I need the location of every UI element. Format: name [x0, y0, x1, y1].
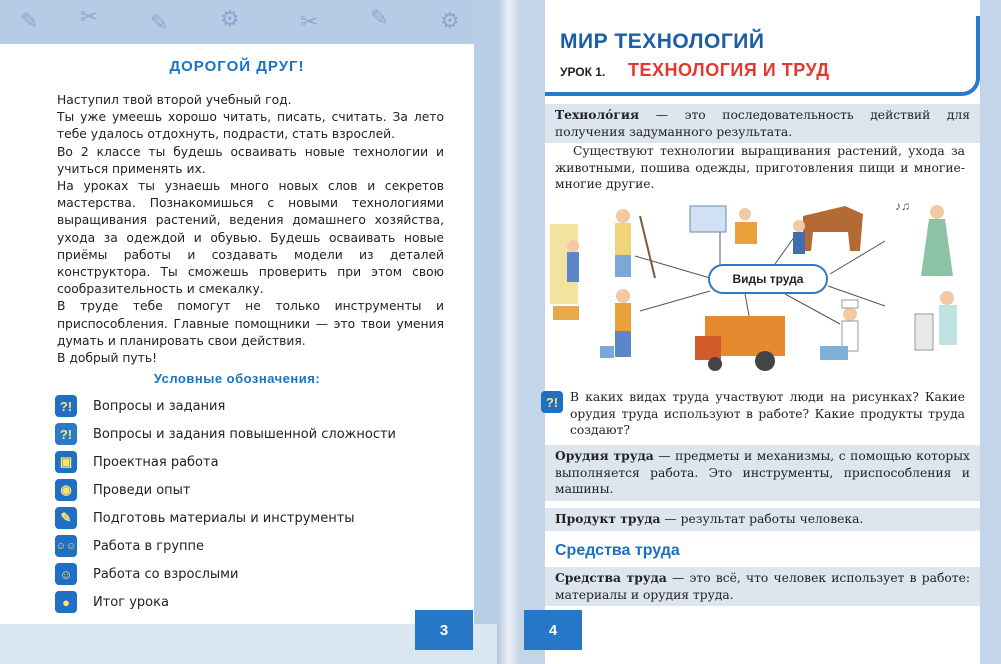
worker-gardener-figure: [600, 289, 631, 358]
legend-item: [55, 448, 455, 476]
left-page-pattern: ✎ ✂ ✎ ⚙ ✂ ✎ ⚙: [0, 0, 497, 44]
term-tools: Орудия труда: [555, 448, 654, 463]
legend-label: Работа со взрослыми: [93, 566, 239, 582]
worker-singer-figure: [895, 199, 953, 276]
legend-item: [55, 532, 455, 560]
legend-label: Подготовь материалы и инструменты: [93, 510, 355, 526]
legend-item: [55, 392, 455, 420]
right-page-outer-edge: [980, 0, 1001, 664]
right-page-inner-edge: [521, 0, 545, 664]
intro-paragraph: Наступил твой второй учебный год.: [57, 93, 292, 107]
page-number-right: 4: [524, 610, 582, 650]
term-means: Средства труда: [555, 570, 667, 585]
legend-list: [55, 392, 455, 616]
definition-text: — результат работы человека.: [660, 512, 864, 526]
adults-icon: ☺: [55, 563, 77, 585]
legend-item: [55, 588, 455, 616]
labor-types-hub: Виды труда: [708, 264, 828, 294]
intro-paragraph: Во 2 классе ты будешь осваивать новые технологии и учиться применять их.: [57, 144, 444, 176]
legend-label: Итог урока: [93, 594, 169, 610]
technologies-paragraph: Существуют технологии выращивания растений, ухода за животными, пошива одежды, приготовления пищи и многие-многие другие.: [555, 144, 965, 192]
legend-label: Вопросы и задания повышенной сложности: [93, 426, 396, 442]
greeting-title: ДОРОГОЙ ДРУГ!: [169, 58, 305, 75]
intro-paragraph: На уроках ты узнаешь много новых слов и секретов мастерства. Познакомишься с новыми технологиями выращивания растений, ведения домашнего хозяйства, ухода за одеждой и обувью. Будешь осваивать новые приёмы работы и создавать модели из деталей конструктора. Ты сможешь проверить при этом свою сообразительность и смекалку.: [57, 179, 444, 297]
definition-text: — это всё, что человек использует в работе: материалы и орудия труда.: [555, 571, 970, 602]
intro-paragraph: Ты уже умеешь хорошо читать, писать, считать. За лето тебе удалось отдохнуть, подрасти, стать взрослей.: [57, 110, 444, 142]
definition-product: [545, 508, 980, 531]
worker-doctor-figure: [915, 291, 957, 350]
experiment-icon: ◉: [55, 479, 77, 501]
definition-text: — предметы и механизмы, с помощью которых выполняется работа. Это инструменты, приспособления и машины.: [555, 449, 970, 497]
page-number-left: 3: [415, 610, 473, 650]
left-page-edge: [474, 0, 497, 664]
term-product: Продукт труда: [555, 511, 661, 526]
legend-label: Проведи опыт: [93, 482, 191, 498]
svg-text:♪♫: ♪♫: [895, 199, 910, 213]
lesson-label: УРОК 1.: [560, 65, 606, 79]
intro-text: [57, 92, 444, 367]
worker-painter-figure: [550, 224, 579, 320]
lesson-result-icon: ●: [55, 591, 77, 613]
section-title: МИР ТЕХНОЛОГИЙ: [560, 30, 765, 53]
worker-cleaning-figure: [615, 209, 655, 278]
header-frame: [545, 16, 980, 96]
tools-icon: ✎: [55, 507, 77, 529]
definition-means: [545, 567, 980, 606]
lesson-title: ТЕХНОЛОГИЯ И ТРУД: [628, 60, 830, 80]
legend-label: Работа в группе: [93, 538, 205, 554]
worker-harvester-figure: [695, 316, 785, 371]
subheading-means: Средства труда: [555, 542, 680, 559]
definition-tools: [545, 445, 980, 501]
legend-item: [55, 476, 455, 504]
advanced-question-icon: ?!: [55, 423, 77, 445]
legend-item: [55, 504, 455, 532]
term-technology: Технолóгия: [555, 107, 640, 122]
intro-paragraph: В добрый путь!: [57, 351, 158, 366]
legend-label: Проектная работа: [93, 454, 219, 470]
book-spine: [497, 0, 521, 664]
project-icon: ▣: [55, 451, 77, 473]
worker-computer-figure: [690, 206, 757, 244]
group-icon: ☺☺: [55, 535, 77, 557]
question-mark-icon: ?!: [55, 395, 77, 417]
definition-technology: [545, 104, 980, 143]
definition-text: — это последовательность действий для получения задуманного результата.: [555, 108, 970, 139]
worker-cook-figure: [820, 300, 858, 360]
question-text: В каких видах труда участвуют люди на рисунках? Какие орудия труда используют в работе? Какие продукты труда создают?: [570, 390, 965, 438]
legend-title: Условные обозначения:: [153, 371, 321, 386]
question-mark-icon: ?!: [541, 391, 563, 413]
worker-horse-figure: [793, 206, 863, 254]
legend-item: [55, 560, 455, 588]
intro-paragraph: В труде тебе помогут не только инструменты и приспособления. Главные помощники — это твои умения думать и планировать свои действия.: [57, 299, 444, 348]
legend-item: [55, 420, 455, 448]
legend-label: Вопросы и задания: [93, 398, 226, 414]
